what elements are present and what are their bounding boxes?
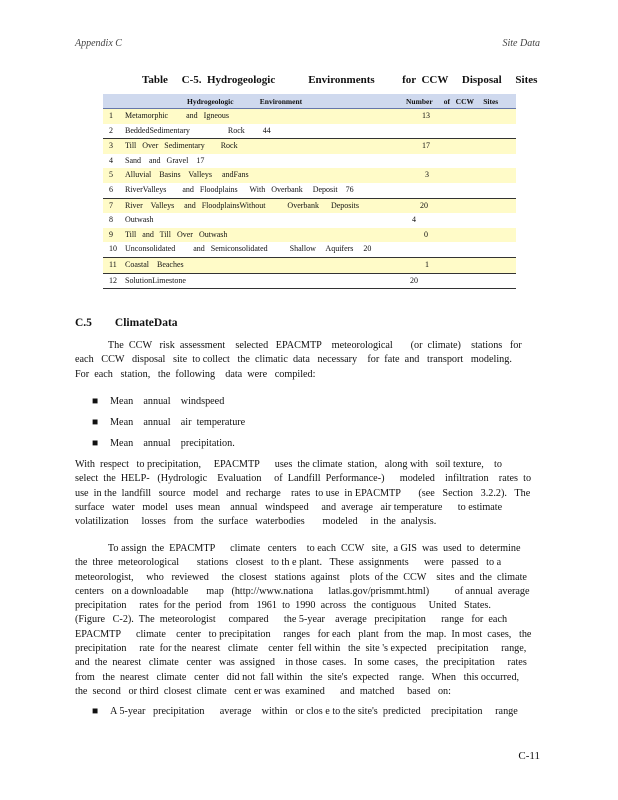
- row-environment: Coastal Beaches: [125, 259, 184, 269]
- row-number: 8: [109, 215, 113, 225]
- table-row: [103, 138, 516, 154]
- row-environment: RiverValleys and Floodplains With Overbank Deposit 76: [125, 184, 354, 194]
- row-count: 20: [420, 200, 428, 210]
- paragraph-line: use in the landfill source model and recharge rates to use in EPACMTP (see Section 3.2.2). The: [75, 487, 531, 499]
- table-row: [103, 183, 516, 198]
- row-number: 4: [109, 155, 113, 165]
- bullet-text: Mean annual windspeed: [110, 396, 225, 407]
- hydrogeologic-table: [103, 94, 516, 289]
- row-number: 5: [109, 170, 113, 180]
- row-environment: Alluvial Basins Valleys andFans: [125, 170, 249, 180]
- bullet-text: Mean annual air temperature: [110, 417, 246, 428]
- row-count: 13: [422, 111, 430, 120]
- bullet-item: [92, 433, 245, 454]
- table-row: [103, 109, 516, 124]
- row-number: 2: [109, 125, 113, 135]
- paragraph-line: precipitation rates for the period from 1961 to 1990 across the contiguous United States.: [75, 600, 491, 612]
- row-environment: River Valleys and FloodplainsWithout Overbank Deposits: [125, 200, 359, 210]
- table-row: [103, 154, 516, 169]
- paragraph-assign: [75, 542, 541, 699]
- bullet-item-last: [92, 706, 518, 717]
- row-environment: Unconsolidated and Semiconsolidated Shallow Aquifers 20: [125, 244, 372, 254]
- table-body: [103, 109, 516, 289]
- row-count: 20: [410, 275, 418, 285]
- bullet-text: Mean annual precipitation.: [110, 438, 235, 449]
- paragraph-line: the second or third closest climate cent er was examined and matched based on:: [75, 685, 451, 697]
- row-number: 9: [109, 229, 113, 239]
- row-count: 3: [425, 170, 429, 180]
- running-header-right: Site Data: [502, 38, 540, 49]
- bullet-marker-icon: ■: [92, 396, 99, 407]
- table-row: [103, 257, 516, 273]
- paragraph-line: volatilization losses from the surface waterbodies modeled in the analysis.: [75, 516, 437, 528]
- paragraph-line: To assign the EPACMTP climate centers to each CCW site, a GIS was used to determine: [75, 543, 521, 554]
- table-caption: Table C-5. Hydrogeologic Environments for CCW Disposal Sites: [142, 74, 538, 86]
- running-header-left: Appendix C: [75, 38, 122, 49]
- bullet-marker-icon: ■: [92, 706, 99, 717]
- bullet-item: [92, 391, 245, 412]
- bullet-list: [92, 391, 245, 454]
- row-environment: SolutionLimestone: [125, 275, 186, 285]
- row-environment: Metamorphic and Igneous: [125, 111, 229, 120]
- table-row: [103, 168, 516, 183]
- paragraph-line: (Figure C-2). The meteorologist compared the 5-year average precipitation range for each: [75, 614, 508, 626]
- table-row: [103, 198, 516, 214]
- paragraph-line: For each station, the following data were compiled:: [75, 368, 316, 380]
- row-environment: Sand and Gravel 17: [125, 155, 205, 165]
- row-environment: Outwash: [125, 215, 154, 225]
- column-header-count: Number of CCW Sites: [406, 96, 499, 106]
- row-number: 10: [109, 244, 117, 254]
- row-environment: Till Over Sedimentary Rock: [125, 141, 238, 151]
- paragraph-line: each CCW disposal site to collect the climatic data necessary for fate and transport modeling.: [75, 354, 512, 366]
- section-title: C.5 ClimateData: [75, 317, 178, 329]
- bullet-item: [92, 412, 245, 433]
- table-row: [103, 124, 516, 139]
- row-count: 17: [422, 141, 430, 151]
- table-header-row: [103, 94, 516, 109]
- paragraph-intro: [75, 339, 541, 382]
- row-number: 7: [109, 200, 113, 210]
- paragraph-line: meteorologist, who reviewed the closest stations against plots of the CCW sites and the climate: [75, 571, 527, 583]
- column-header-environment: Hydrogeologic Environment: [187, 96, 303, 106]
- paragraph-line: EPACMTP climate center to precipitation ranges for each plant from the map. In most cases, the: [75, 628, 532, 640]
- paragraph-line: The CCW risk assessment selected EPACMTP meteorological (or climate) stations for: [75, 340, 522, 351]
- bullet-text: A 5-year precipitation average within or clos e to the site's predicted precipitation range: [110, 706, 518, 717]
- row-number: 12: [109, 275, 117, 285]
- paragraph-line: precipitation rate for the nearest climate center fell within the site 's expected precipitation range,: [75, 643, 527, 655]
- paragraph-precipitation: [75, 458, 541, 529]
- table-row: [103, 273, 516, 290]
- row-number: 3: [109, 141, 113, 151]
- paragraph-line: select the HELP- (Hydrologic Evaluation of Landfill Performance-) modeled infiltration rates to: [75, 473, 532, 485]
- table-row: [103, 213, 516, 228]
- page-number: C-11: [518, 750, 540, 762]
- paragraph-line: centers on a downloadable map (http://www.nationa latlas.gov/prismmt.html) of annual average: [75, 585, 530, 597]
- row-environment: BeddedSedimentary Rock 44: [125, 125, 271, 135]
- row-number: 1: [109, 111, 113, 120]
- row-number: 11: [109, 259, 117, 269]
- row-count: 1: [425, 259, 429, 269]
- bullet-marker-icon: ■: [92, 438, 99, 449]
- paragraph-line: from the nearest climate center did not fall within the site's expected range. When this occurred,: [75, 671, 520, 683]
- paragraph-line: and the nearest climate center was assigned in those cases. In some cases, the precipitation rates: [75, 657, 527, 669]
- table-row: [103, 242, 516, 257]
- row-count: 0: [424, 229, 428, 239]
- row-environment: Till and Till Over Outwash: [125, 229, 228, 239]
- row-count: 4: [412, 215, 416, 225]
- paragraph-line: surface water model uses mean annual windspeed and average air temperature to estimate: [75, 501, 503, 513]
- row-number: 6: [109, 184, 113, 194]
- paragraph-line: With respect to precipitation, EPACMTP uses the climate station, along with soil texture, to: [75, 459, 502, 470]
- table-row: [103, 228, 516, 243]
- paragraph-line: the three meteorological stations closest to th e plant. These assignments were passed to a: [75, 557, 502, 569]
- bullet-marker-icon: ■: [92, 417, 99, 428]
